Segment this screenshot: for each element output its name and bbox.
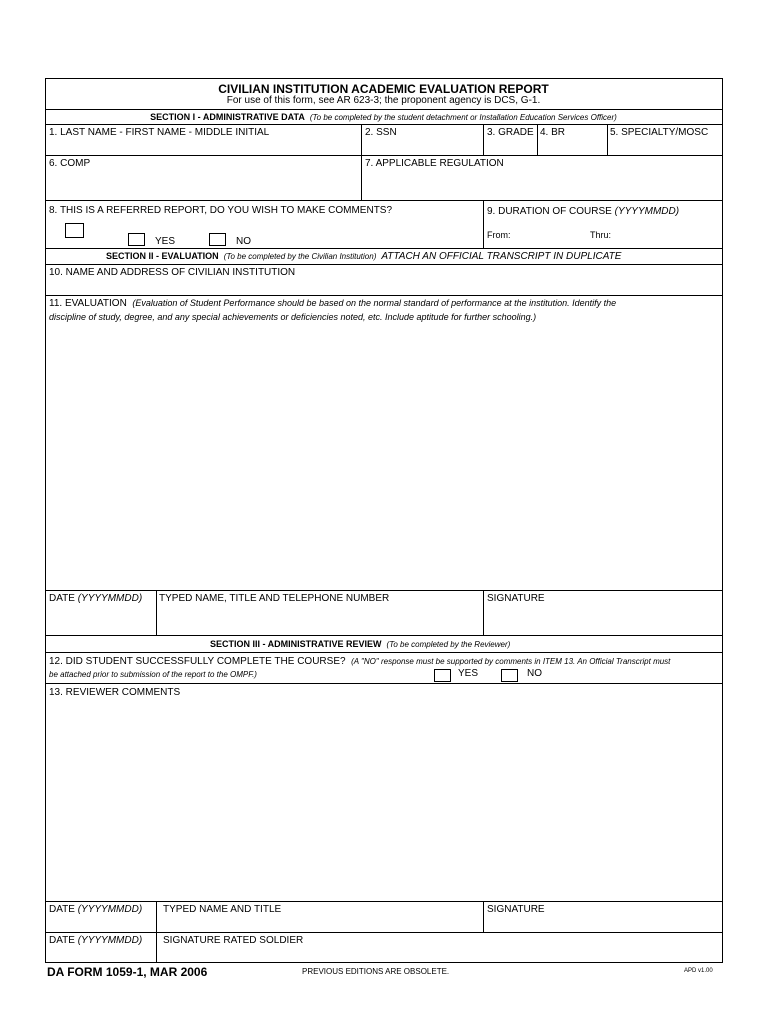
reviewer-signature-field[interactable]: SIGNATURE [487, 904, 545, 915]
completion-no-label: NO [527, 668, 542, 679]
divider [607, 124, 608, 155]
reviewer-comments-label: 13. REVIEWER COMMENTS [49, 687, 181, 698]
referred-report-question: 8. THIS IS A REFERRED REPORT, DO YOU WISH TO MAKE COMMENTS? [49, 205, 393, 216]
duration-field: 9. DURATION OF COURSE (YYYYMMDD) [487, 206, 680, 217]
divider [46, 590, 722, 591]
divider [46, 124, 722, 125]
divider [46, 248, 722, 249]
divider [46, 635, 722, 636]
divider [483, 590, 484, 635]
evaluator-date-field[interactable]: DATE (YYYYMMDD) [49, 593, 143, 604]
referred-checkbox[interactable] [65, 223, 84, 238]
apd-version: APD v1.00 [684, 968, 713, 974]
editions-note: PREVIOUS EDITIONS ARE OBSOLETE. [302, 967, 450, 976]
from-date-input[interactable]: From: [487, 230, 511, 240]
specialty-field[interactable]: 5. SPECIALTY/MOSC [610, 127, 709, 138]
referred-yes-label: YES [155, 236, 176, 247]
divider [46, 932, 722, 933]
form-title: CIVILIAN INSTITUTION ACADEMIC EVALUATION REPORT [218, 82, 549, 96]
last-name-field[interactable]: 1. LAST NAME - FIRST NAME - MIDDLE INITIAL [49, 127, 270, 138]
divider [46, 652, 722, 653]
evaluation-label: 11. EVALUATION (Evaluation of Student Performance should be based on the normal standard of performance at the institution. Identify the [49, 298, 617, 309]
soldier-signature-field[interactable]: SIGNATURE RATED SOLDIER [163, 935, 304, 946]
referred-yes-checkbox[interactable] [128, 233, 145, 246]
section-1-heading: SECTION I - ADMINISTRATIVE DATA (To be completed by the student detachment or Installation Education Services Officer) [150, 112, 617, 122]
completion-no-checkbox[interactable] [501, 669, 518, 682]
reviewer-date-field[interactable]: DATE (YYYYMMDD) [49, 904, 143, 915]
evaluator-name-field[interactable]: TYPED NAME, TITLE AND TELEPHONE NUMBER [159, 593, 390, 604]
evaluation-note: discipline of study, degree, and any special achievements or deficiencies noted, etc. Include aptitude for further schooling.) [49, 312, 537, 322]
ssn-field[interactable]: 2. SSN [365, 127, 397, 138]
divider [483, 200, 484, 248]
divider [483, 901, 484, 932]
regulation-field[interactable]: 7. APPLICABLE REGULATION [365, 158, 504, 169]
divider [46, 155, 722, 156]
comp-field[interactable]: 6. COMP [49, 158, 91, 169]
section-3-heading: SECTION III - ADMINISTRATIVE REVIEW (To be completed by the Reviewer) [210, 639, 511, 649]
divider [46, 901, 722, 902]
completion-question: 12. DID STUDENT SUCCESSFULLY COMPLETE THE COURSE? (A "NO" response must be supported by comments in ITEM 13. An Official Transcript must [49, 656, 671, 667]
divider [46, 200, 722, 201]
divider [537, 124, 538, 155]
institution-field[interactable]: 10. NAME AND ADDRESS OF CIVILIAN INSTITUTION [49, 267, 296, 278]
section-2-heading: SECTION II - EVALUATION (To be completed by the Civilian Institution) ATTACH AN OFFICIAL TRANSCRIPT IN DUPLICATE [106, 251, 622, 262]
completion-note: be attached prior to submission of the report to the OMPF.) [49, 670, 257, 679]
completion-yes-checkbox[interactable] [434, 669, 451, 682]
branch-field[interactable]: 4. BR [540, 127, 566, 138]
divider [46, 683, 722, 684]
grade-field[interactable]: 3. GRADE [487, 127, 534, 138]
thru-date-input[interactable]: Thru: [590, 230, 612, 240]
reviewer-comments-area[interactable] [46, 699, 722, 901]
form-subtitle: For use of this form, see AR 623-3; the proponent agency is DCS, G-1. [226, 95, 541, 106]
reviewer-name-field[interactable]: TYPED NAME AND TITLE [163, 904, 282, 915]
referred-no-label: NO [236, 236, 251, 247]
evaluator-signature-field[interactable]: SIGNATURE [487, 593, 545, 604]
form-number: DA FORM 1059-1, MAR 2006 [47, 965, 208, 979]
divider [156, 590, 157, 635]
divider [46, 109, 722, 110]
divider [361, 124, 362, 200]
divider [46, 264, 722, 265]
divider [483, 124, 484, 155]
evaluation-text-area[interactable] [46, 327, 722, 590]
completion-yes-label: YES [458, 668, 479, 679]
referred-no-checkbox[interactable] [209, 233, 226, 246]
evaluation-form [45, 78, 723, 963]
divider [46, 295, 722, 296]
soldier-date-field[interactable]: DATE (YYYYMMDD) [49, 935, 143, 946]
